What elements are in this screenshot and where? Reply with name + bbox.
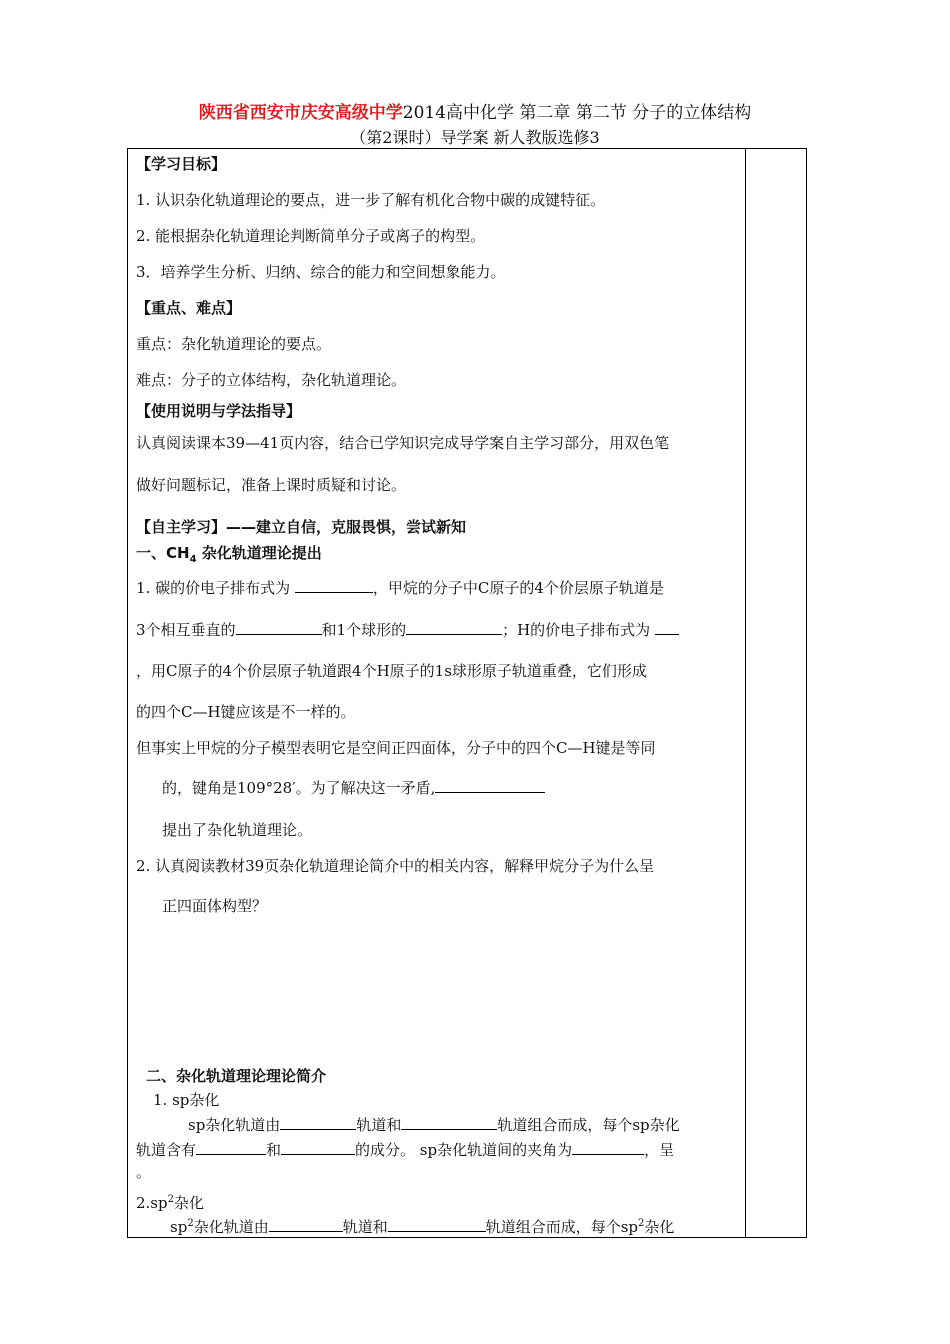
answer-blank[interactable]	[572, 1140, 644, 1155]
section-2-heading: 二、杂化轨道理论理论简介	[146, 1067, 327, 1085]
sp-line-1: sp杂化轨道由 轨道和 轨道组合而成，每个sp杂化	[188, 1116, 680, 1134]
answer-blank[interactable]	[388, 1217, 486, 1232]
answer-blank[interactable]	[281, 1140, 355, 1155]
sp-line-3: 。	[136, 1163, 152, 1181]
usage-line-1: 认真阅读课本39—41页内容，结合已学知识完成导学案自主学习部分，用双色笔	[136, 434, 670, 452]
objective-item-3: 3．培养学生分析、归纳、综合的能力和空间想象能力。	[136, 263, 506, 281]
notes-column-divider	[745, 148, 746, 1238]
answer-blank[interactable]	[295, 578, 373, 593]
section-1-heading: 一、$CH_4$ 杂化轨道理论提出	[136, 544, 322, 565]
question-1-line-5: 但事实上甲烷的分子模型表明它是空间正四面体，分子中的四个C—H键是等同	[136, 739, 656, 757]
document-title	[0, 102, 950, 124]
answer-blank[interactable]	[196, 1140, 266, 1155]
question-1-line-2: 3个相互垂直的 和1个球形的 ；H的价电子排布式为	[136, 620, 679, 640]
question-1-line-6: 的，键角是109°28′。为了解决这一矛盾,	[162, 778, 545, 798]
question-1-line-7: 提出了杂化轨道理论。	[162, 821, 313, 839]
question-2-line-2: 正四面体构型？	[162, 897, 268, 915]
self-study-heading: 【自主学习】——建立自信，克服畏惧，尝试新知	[136, 518, 467, 536]
answer-blank[interactable]	[435, 778, 545, 793]
answer-blank[interactable]	[236, 620, 322, 635]
title-rest: 2014高中化学 第二章 第二节 分子的立体结构	[402, 103, 752, 123]
sp-line-2: 轨道含有 和 的成分。 sp杂化轨道间的夹角为 ，呈	[136, 1141, 675, 1159]
objective-item-1: 1. 认识杂化轨道理论的要点，进一步了解有机化合物中碳的成键特征。	[136, 191, 606, 209]
objectives-heading: 【学习目标】	[136, 155, 227, 173]
sp-title: 1. sp杂化	[153, 1091, 220, 1109]
sp2-title: $2.sp^2$杂化	[136, 1194, 205, 1212]
objective-item-2: 2. 能根据杂化轨道理论判断简单分子或离子的构型。	[136, 227, 486, 245]
title-school: 陕西省西安市庆安高级中学	[198, 103, 403, 123]
usage-line-2: 做好问题标记，准备上课时质疑和讨论。	[136, 476, 407, 494]
usage-heading: 【使用说明与学法指导】	[136, 402, 302, 420]
answer-blank[interactable]	[401, 1115, 497, 1130]
sp2-line-1: $sp^2$杂化轨道由 轨道和 轨道组合而成，每个$sp^2$杂化	[170, 1218, 675, 1236]
answer-blank[interactable]	[655, 620, 679, 635]
answer-blank[interactable]	[269, 1217, 343, 1232]
key-points-heading: 【重点、难点】	[136, 299, 242, 317]
question-2-line-1: 2. 认真阅读教材39页杂化轨道理论简介中的相关内容，解释甲烷分子为什么呈	[136, 857, 655, 875]
question-1-line-1: 1. 碳的价电子排布式为 ，甲烷的分子中C原子的4个价层原子轨道是	[136, 579, 664, 597]
answer-blank[interactable]	[280, 1115, 356, 1130]
key-point: 重点：杂化轨道理论的要点。	[136, 335, 332, 353]
question-1-line-4: 的四个C—H键应该是不一样的。	[136, 703, 356, 721]
difficult-point: 难点：分子的立体结构，杂化轨道理论。	[136, 371, 407, 389]
document-subtitle: （第2课时）导学案 新人教版选修3	[350, 128, 600, 147]
answer-blank[interactable]	[406, 620, 502, 635]
question-1-line-3: ，用C原子的4个价层原子轨道跟4个H原子的1s球形原子轨道重叠，它们形成	[136, 662, 647, 680]
